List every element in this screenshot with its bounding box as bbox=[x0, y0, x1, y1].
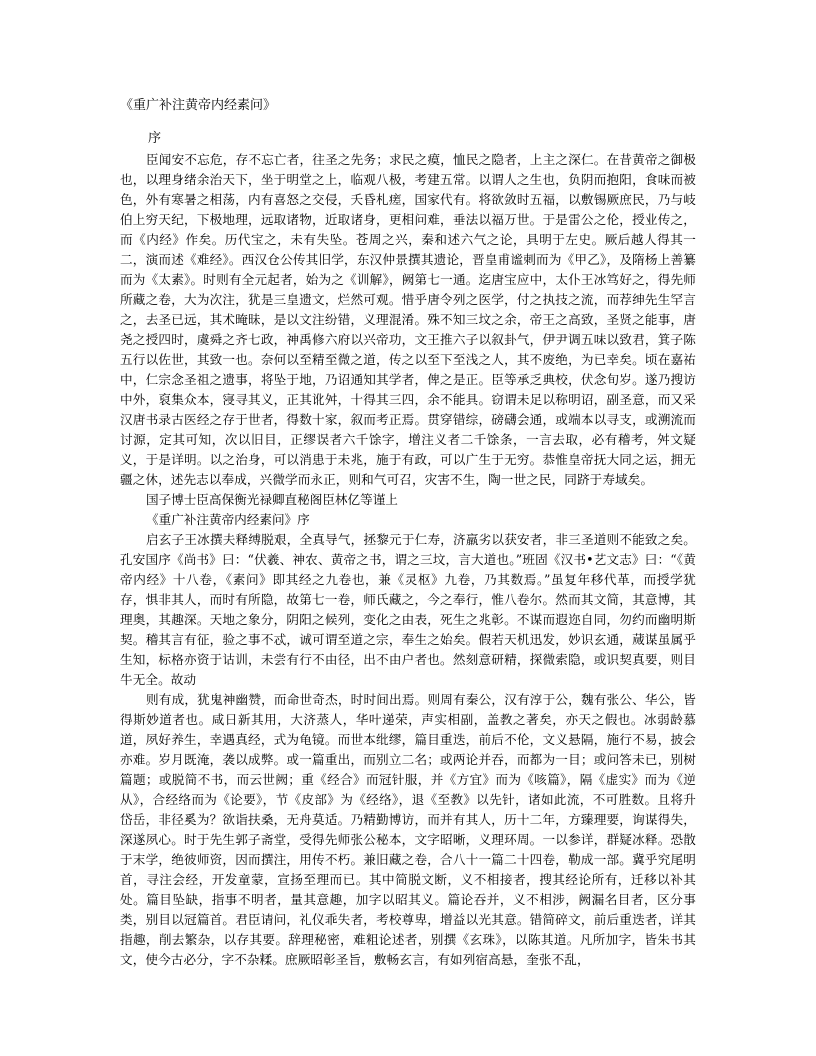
preface-title: 《重广补注黄帝内经素问》序 bbox=[146, 512, 310, 527]
preface-paragraph-3: 则有成，犹鬼神幽赞，而命世奇杰，时时间出焉。则周有秦公，汉有淳于公，魏有张公、华公，皆得斯妙道者也。咸日新其用，大济蒸人，华叶递荣，声实相副，盖教之著矣，亦天之假也。冰弱龄慕道，夙好养生，幸遇真经，式为龟镜。而世本纰缪，篇目重迭，前后不伦，文义悬隔，施行不易，披会亦难。岁月既淹，袭以成弊。或一篇重出，而别立二名；或两论并吞，而都为一目；或问答未已，别树篇题；或脱简不书，而云世阙；重《经合》而冠针服，并《方宜》而为《咳篇》，隔《虚实》而为《逆从》，合经络而为《论要》，节《皮部》为《经络》，退《至教》以先针，诸如此流，不可胜数。且将升岱岳，非径奚为？欲诣扶桑，无舟莫适。乃精勤博访，而并有其人，历十二年，方臻理要，询谋得失，深遂夙心。时于先生郭子斋堂，受得先师张公秘本，文字昭晰，义理环周。一以参详，群疑冰释。恐散于末学，绝彼师资，因而撰注，用传不朽。兼旧藏之卷，合八十一篇二十四卷，勒成一部。冀乎究尾明首，寻注会经，开发童蒙，宣扬至理而已。其中简脱文断，义不相接者，搜其经论所有，迁移以补其处。篇目坠缺，指事不明者，量其意趣，加字以昭其义。篇论吞并，义不相涉，阙漏名目者，区分事类，别目以冠篇首。君臣请问，礼仪乖失者，考校尊卑，增益以光其意。错简碎文，前后重迭者，详其指趣，削去繁杂，以存其要。辞理秘密，难粗论述者，别撰《玄珠》，以陈其道。凡所加字，皆朱书其文，使今古必分，字不杂糅。庶厥昭彰圣旨，敷畅玄言，有如列宿高悬，奎张不乱， bbox=[120, 692, 696, 967]
section-heading: 序 bbox=[148, 131, 162, 146]
document-title: 《重广补注黄帝内经素问》 bbox=[120, 98, 277, 113]
preface-paragraph-1: 臣闻安不忘危，存不忘亡者，往圣之先务；求民之瘼，恤民之隐者，上主之深仁。在昔黄帝之御极也，以理身绪余治天下，坐于明堂之上，临观八极，考建五常。以谓人之生也，负阴而抱阳，食味而被色，外有寒暑之相荡，内有喜怒之交侵，夭昏札瘥，国家代有。将欲敛时五福，以敷锡厥庶民，乃与岐伯上穷天纪，下极地理，远取诸物，近取诸身，更相问难，垂法以福万世。于是雷公之伦，授业传之，而《内经》作矣。历代宝之，未有失坠。苍周之兴，秦和述六气之论，具明于左史。厥后越人得其一二，演而述《难经》。西汉仓公传其旧学，东汉仲景撰其遗论，晋皇甫谧刺而为《甲乙》，及隋杨上善纂而为《太素》。时则有全元起者，始为之《训解》，阙第七一通。迄唐宝应中，太仆王冰笃好之，得先师所藏之卷，大为次注，犹是三皇遗文，烂然可观。惜乎唐令列之医学，付之执技之流，而荐绅先生罕言之，去圣已远，其术晻昧，是以文注纷错，义理混淆。殊不知三坟之余，帝王之高致，圣贤之能事，唐尧之授四时，虞舜之齐七政，神禹修六府以兴帝功，文王推六子以叙卦气，伊尹调五味以致君，箕子陈五行以佐世，其致一也。奈何以至精至微之道，传之以至下至浅之人，其不废绝，为已幸矣。顷在嘉祐中，仁宗念圣祖之遗事，将坠于地，乃诏通知其学者，俾之是正。臣等承乏典校，伏念旬岁。遂乃搜访中外，裒集众本，寖寻其义，正其讹舛，十得其三四，余不能具。窃谓未足以称明诏，副圣意，而又采汉唐书录古医经之存于世者，得数十家，叙而考正焉。贯穿错综，磅礴会通，或端本以寻支，或溯流而讨源，定其可知，次以旧目，正缪误者六千馀字，增注义者二千馀条，一言去取，必有稽考，舛文疑义，于是详明。以之治身，可以消患于未兆，施于有政，可以广生于无穷。恭惟皇帝抚大同之运，拥无疆之休，述先志以奉成，兴微学而永正，则和气可召，灾害不生，陶一世之民，同跻于寿域矣。 bbox=[120, 152, 696, 487]
preface-paragraph-2: 启玄子王冰撰夫释缚脱艰，全真导气，拯黎元于仁寿，济羸劣以获安者，非三圣道则不能致之矣。孔安国序《尚书》曰：“伏羲、神农、黄帝之书，谓之三坟，言大道也。”班固《汉书•艺文志》曰：“《黄帝内经》十八卷，《素问》即其经之九卷也，兼《灵枢》九卷，乃其数焉。”虽复年移代革，而授学犹存，惧非其人，而时有所隐，故第七一卷，师氏藏之，今之奉行，惟八卷尔。然而其文简，其意博，其理奥，其趣深。天地之象分，阴阳之候列，变化之由表，死生之兆彰。不谋而遐迩自同，勿约而幽明斯契。稽其言有征，验之事不忒，诚可谓至道之宗，奉生之始矣。假若天机迅发，妙识玄通，蒇谋虽属乎生知，标格亦资于诂训，未尝有行不由径，出不由户者也。然刻意研精，探微索隐，或识契真要，则目牛无全。故动 bbox=[120, 532, 696, 687]
officials-line: 国子博士臣高保衡光禄卿直秘阁臣林亿等谨上 bbox=[146, 492, 398, 507]
